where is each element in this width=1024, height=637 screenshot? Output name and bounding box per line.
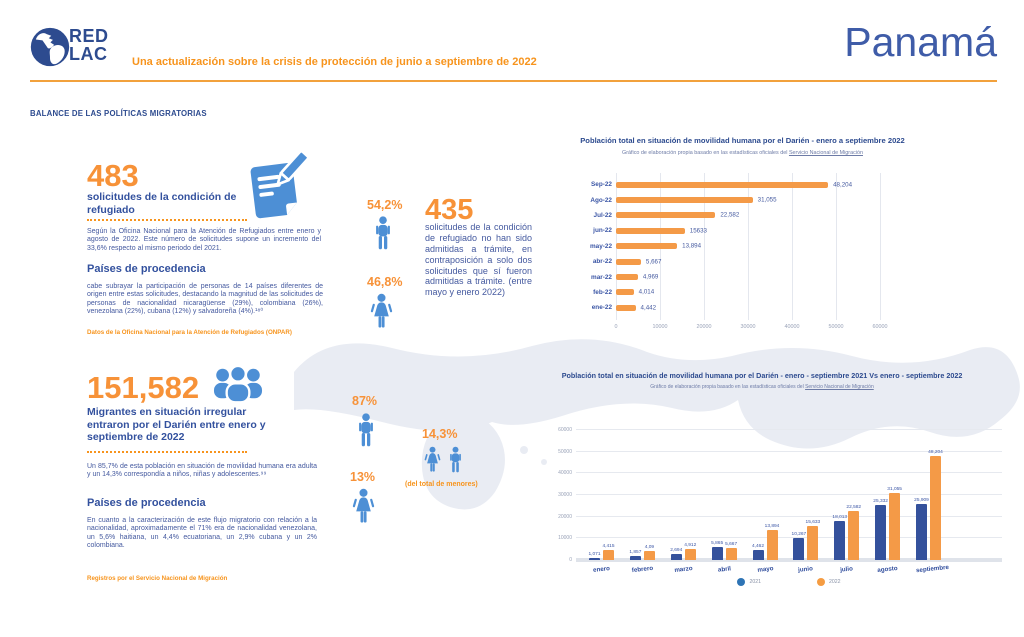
bar-row-jun-22 [570, 223, 1002, 238]
bar-row-Sep-22 [570, 177, 1002, 192]
value-label: 13,894 [682, 242, 702, 250]
bar-row-feb-22 [570, 285, 1002, 300]
x-tick-label: 30000 [740, 324, 756, 330]
chart-x-axis [614, 324, 888, 332]
bar-junio-2021 [793, 538, 804, 560]
bar-group-julio [832, 505, 862, 560]
bar-group-agosto [875, 487, 900, 560]
bar-column-2021 [712, 541, 723, 560]
bar-column-2021 [753, 544, 764, 560]
female-person-icon [370, 293, 393, 336]
category-label: may-22 [589, 242, 612, 250]
bar-column-2022 [603, 544, 614, 560]
bar-abril-2021 [712, 547, 723, 560]
boy-child-icon [447, 446, 464, 478]
bar-row-Ago-22 [570, 192, 1002, 207]
chart-y-axis [552, 427, 572, 563]
header-subtitle: Una actualización sobre la crisis de protección de junio a septiembre de 2022 [132, 56, 537, 68]
category-label: mar-22 [591, 273, 612, 281]
bar-row-may-22 [570, 239, 1002, 254]
chart-title: Población total en situación de movilidad humana por el Darién - enero - septiembre 2021 Vs enero - septiembre 2022 [561, 371, 963, 380]
bar-agosto-2022 [889, 493, 900, 560]
bar-julio-2021 [834, 521, 845, 560]
bar-track [616, 269, 996, 284]
value-label: 4,969 [642, 273, 659, 281]
category-label: mayo [756, 565, 774, 574]
adult-male-percentage: 87% [352, 394, 378, 408]
bar-column-2021 [630, 550, 641, 560]
bar-may-22 [616, 243, 677, 249]
legend-dot-2022 [817, 578, 825, 586]
y-tick-label: 60000 [558, 427, 572, 433]
bar-group-junio [791, 520, 821, 560]
bar-column-2022 [644, 545, 655, 560]
category-label: abr-22 [592, 258, 612, 266]
category-label: septiembre [915, 563, 950, 575]
bar-column-2022 [930, 450, 941, 560]
bar-febrero-2022 [644, 551, 655, 560]
bar-enero-2022 [603, 550, 614, 560]
girl-child-icon [424, 446, 441, 478]
country-title: Panamá [844, 19, 997, 65]
male-percentage: 54,2% [367, 198, 403, 212]
section-title: BALANCE DE LAS POLÍTICAS MIGRATORIAS [30, 109, 207, 118]
not-admitted-value: 435 [425, 194, 474, 226]
bar-column-2021 [671, 548, 682, 560]
bar-row-ene-22 [570, 300, 1002, 315]
not-admitted-body: solicitudes de la condición de refugiado no han sido admitidas a trámite, en contraposición a solo dos solicitudes que sí fueron admitidas a trámite. (entre mayo y enero 2022) [425, 222, 532, 298]
chart-subtitle-text: Gráfico de elaboración propia basado en las estadísticas oficiales del [650, 384, 806, 390]
bar-group-marzo [671, 543, 696, 560]
female-percentage: 46,8% [367, 275, 403, 289]
bar-track [616, 192, 996, 207]
legend-item-2022 [817, 578, 841, 586]
bar-column-2022 [726, 542, 737, 560]
value-label: 4,442 [640, 304, 657, 312]
category-label: marzo [673, 565, 693, 574]
bar-track [616, 300, 996, 315]
bar-column-2022 [889, 487, 900, 560]
x-tick-label: 0 [614, 324, 618, 330]
female-person-icon [352, 488, 375, 531]
origin-countries-body: cabe subrayar la participación de personas de 14 países diferentes de origen entre estas solicitudes, destacando la magnitud de las solicitudes de personas de nacionalidad nicaragüense (29%), colombiana (26%), venezolana (22%), cubana (12%) y salvadoreña (4%).¹⁸⁰ [87, 283, 323, 316]
value-label: 5,667 [645, 258, 662, 266]
chart-subtitle [552, 384, 972, 390]
chart-title: Población total en situación de movilidad humana por el Darién - enero a septiembre 2022 [580, 136, 905, 145]
bar-track [616, 208, 996, 223]
value-label: 4,415 [602, 544, 615, 550]
bar-Ago-22 [616, 197, 753, 203]
bar-row-abr-22 [570, 254, 1002, 269]
bar-jun-22 [616, 228, 685, 234]
bar-julio-2022 [848, 511, 859, 560]
refugee-requests-value: 483 [87, 158, 139, 193]
category-label: enero [592, 565, 611, 574]
bar-junio-2022 [807, 526, 818, 560]
bar-mayo-2022 [767, 530, 778, 560]
category-label: feb-22 [593, 288, 612, 296]
y-tick-label: 10000 [558, 535, 572, 542]
bar-agosto-2021 [875, 505, 886, 560]
value-label: 31,055 [757, 196, 777, 204]
origin-countries-body: En cuanto a la caracterización de este flujo migratorio con relación a la nacionalidad, aproximadamente el 71% era de nacionalidad venezolana, un 5,6% haitiana, un 4,4% ecuatoriana, un 2,9% cubana y un 2% colombiana. [87, 517, 317, 550]
value-label: 4,014 [638, 288, 655, 296]
value-label: 13,894 [764, 523, 780, 529]
refugee-requests-body: Según la Oficina Nacional para la Atención de Refugiados entre enero y agosto de 2022. Este número de solicitudes supone un incremento del 33,6% respecto al mismo periodo del 2021. [87, 228, 321, 252]
minors-caption: (del total de menores) [405, 481, 478, 488]
chart-subtitle-text: Gráfico de elaboración propia basado en las estadísticas oficiales del [622, 150, 789, 156]
bar-track [616, 223, 996, 238]
redlac-logo-line2: LAC [69, 44, 108, 64]
bar-column-2021 [916, 498, 927, 560]
bar-track [616, 177, 996, 192]
value-label: 4,912 [684, 543, 697, 549]
value-label: 5,865 [711, 541, 724, 547]
value-label: 4,462 [752, 544, 765, 550]
onpar-footnote: Datos de la Oficina Nacional para la Atención de Refugiados (ONPAR) [87, 329, 292, 336]
minors-percentage: 14,3% [422, 427, 458, 441]
bar-group-enero [589, 544, 614, 560]
legend-label: 2022 [829, 579, 841, 585]
bar-mayo-2021 [753, 550, 764, 560]
snm-link[interactable]: Servicio Nacional de Migración [788, 150, 863, 156]
refugee-requests-label: solicitudes de la condición de refugiado [87, 191, 237, 216]
bar-mar-22 [616, 274, 638, 280]
x-tick-label: 60000 [872, 324, 888, 330]
bar-row-Jul-22 [570, 208, 1002, 223]
snm-link[interactable]: Servicio Nacional de Migración [805, 384, 874, 390]
legend-item-2021 [737, 578, 761, 586]
value-label: 15,633 [805, 520, 821, 526]
bar-row-mar-22 [570, 269, 1002, 284]
category-label: jun-22 [593, 227, 612, 235]
bar-marzo-2022 [685, 549, 696, 560]
chart-legend [576, 578, 1002, 586]
y-tick-label: 0 [569, 557, 572, 563]
legend-dot-2021 [737, 578, 745, 586]
category-label: Jul-22 [593, 211, 612, 219]
y-tick-label: 40000 [558, 470, 572, 477]
bar-enero-2021 [589, 558, 600, 560]
bar-column-2022 [764, 523, 780, 560]
value-label: 31,055 [887, 486, 902, 492]
bar-track [616, 239, 996, 254]
gridline [576, 429, 1002, 430]
value-label: 22,582 [846, 505, 862, 511]
value-label: 10,267 [791, 531, 807, 537]
origin-countries-heading: Países de procedencia [87, 263, 206, 275]
value-label: 1,857 [629, 549, 642, 555]
bar-marzo-2021 [671, 554, 682, 560]
x-tick-label: 50000 [828, 324, 844, 330]
value-label: 1,071 [588, 551, 601, 557]
x-tick-label: 40000 [784, 324, 800, 330]
y-tick-label: 50000 [558, 448, 572, 455]
category-label: julio [840, 565, 854, 574]
dotted-divider [87, 451, 247, 453]
category-label: febrero [631, 564, 654, 575]
value-label: 48,204 [833, 181, 853, 189]
chart-bars [589, 450, 941, 560]
darien-migrants-label: Migrantes en situación irregular entraron por el Darién entre enero y septiembre de 2022 [87, 406, 266, 444]
bar-Sep-22 [616, 182, 828, 188]
bar-Jul-22 [616, 212, 715, 218]
bar-group-mayo [753, 524, 778, 560]
category-label: Sep-22 [591, 181, 612, 189]
bar-column-2021 [589, 552, 600, 560]
value-label: 18,013 [832, 514, 848, 520]
category-label: junio [798, 565, 814, 574]
redlac-logo-line1: RED [69, 26, 109, 46]
dotted-divider [87, 219, 247, 221]
bar-group-abril [712, 541, 737, 560]
chart-category-labels [589, 563, 950, 575]
darien-migrants-value: 151,582 [87, 370, 200, 405]
redlac-logo [69, 27, 109, 63]
value-label: 5,667 [725, 541, 738, 547]
redlac-globe-icon [30, 27, 70, 67]
bar-track [616, 285, 996, 300]
bar-group-febrero [630, 545, 655, 560]
y-tick-label: 30000 [558, 492, 572, 498]
legend-label: 2021 [749, 579, 761, 585]
darien-migrants-body: Un 85,7% de esta población en situación de movilidad humana era adulta y un 14,3% correspondía a niños, niñas y adolescentes.⁹⁹ [87, 463, 317, 479]
bar-abril-2022 [726, 548, 737, 560]
chart-monthly [570, 137, 1002, 335]
bar-septiembre-2021 [916, 504, 927, 560]
bar-column-2021 [791, 531, 807, 560]
bar-column-2022 [805, 520, 821, 560]
value-label: 48,204 [928, 449, 943, 455]
bar-group-septiembre [916, 450, 941, 560]
value-label: 22,582 [720, 211, 740, 219]
bar-feb-22 [616, 289, 634, 295]
bar-ene-22 [616, 305, 636, 311]
chart-compare [552, 372, 1012, 617]
bar-column-2022 [685, 543, 696, 560]
category-label: Ago-22 [590, 196, 612, 204]
male-person-icon [355, 413, 377, 453]
value-label: 15633 [689, 227, 707, 235]
bar-column-2021 [875, 499, 886, 560]
bar-septiembre-2022 [930, 456, 941, 560]
value-label: 4,09 [644, 545, 655, 551]
bar-column-2021 [832, 514, 848, 560]
value-label: 25,332 [873, 499, 888, 505]
bar-column-2022 [846, 505, 862, 560]
adult-female-percentage: 13% [350, 470, 376, 484]
chart-subtitle [570, 150, 915, 156]
document-pencil-icon [247, 148, 313, 226]
people-group-icon [209, 365, 267, 407]
category-label: agosto [877, 564, 899, 575]
bar-febrero-2021 [630, 556, 641, 560]
category-label: abril [717, 565, 731, 574]
chart-bars [570, 177, 1002, 316]
category-label: ene-22 [591, 304, 612, 312]
bar-track [616, 254, 996, 269]
value-label: 25,909 [914, 497, 929, 503]
value-label: 2,694 [670, 548, 683, 554]
snm-footnote: Registros por el Servicio Nacional de Migración [87, 575, 228, 582]
origin-countries-heading: Países de procedencia [87, 497, 206, 509]
y-tick-label: 20000 [558, 513, 572, 520]
male-person-icon [372, 216, 394, 256]
chart-plot-area [576, 430, 1002, 575]
bar-abr-22 [616, 259, 641, 265]
header-divider [30, 80, 997, 82]
x-tick-label: 20000 [696, 324, 712, 330]
x-tick-label: 10000 [652, 324, 668, 330]
